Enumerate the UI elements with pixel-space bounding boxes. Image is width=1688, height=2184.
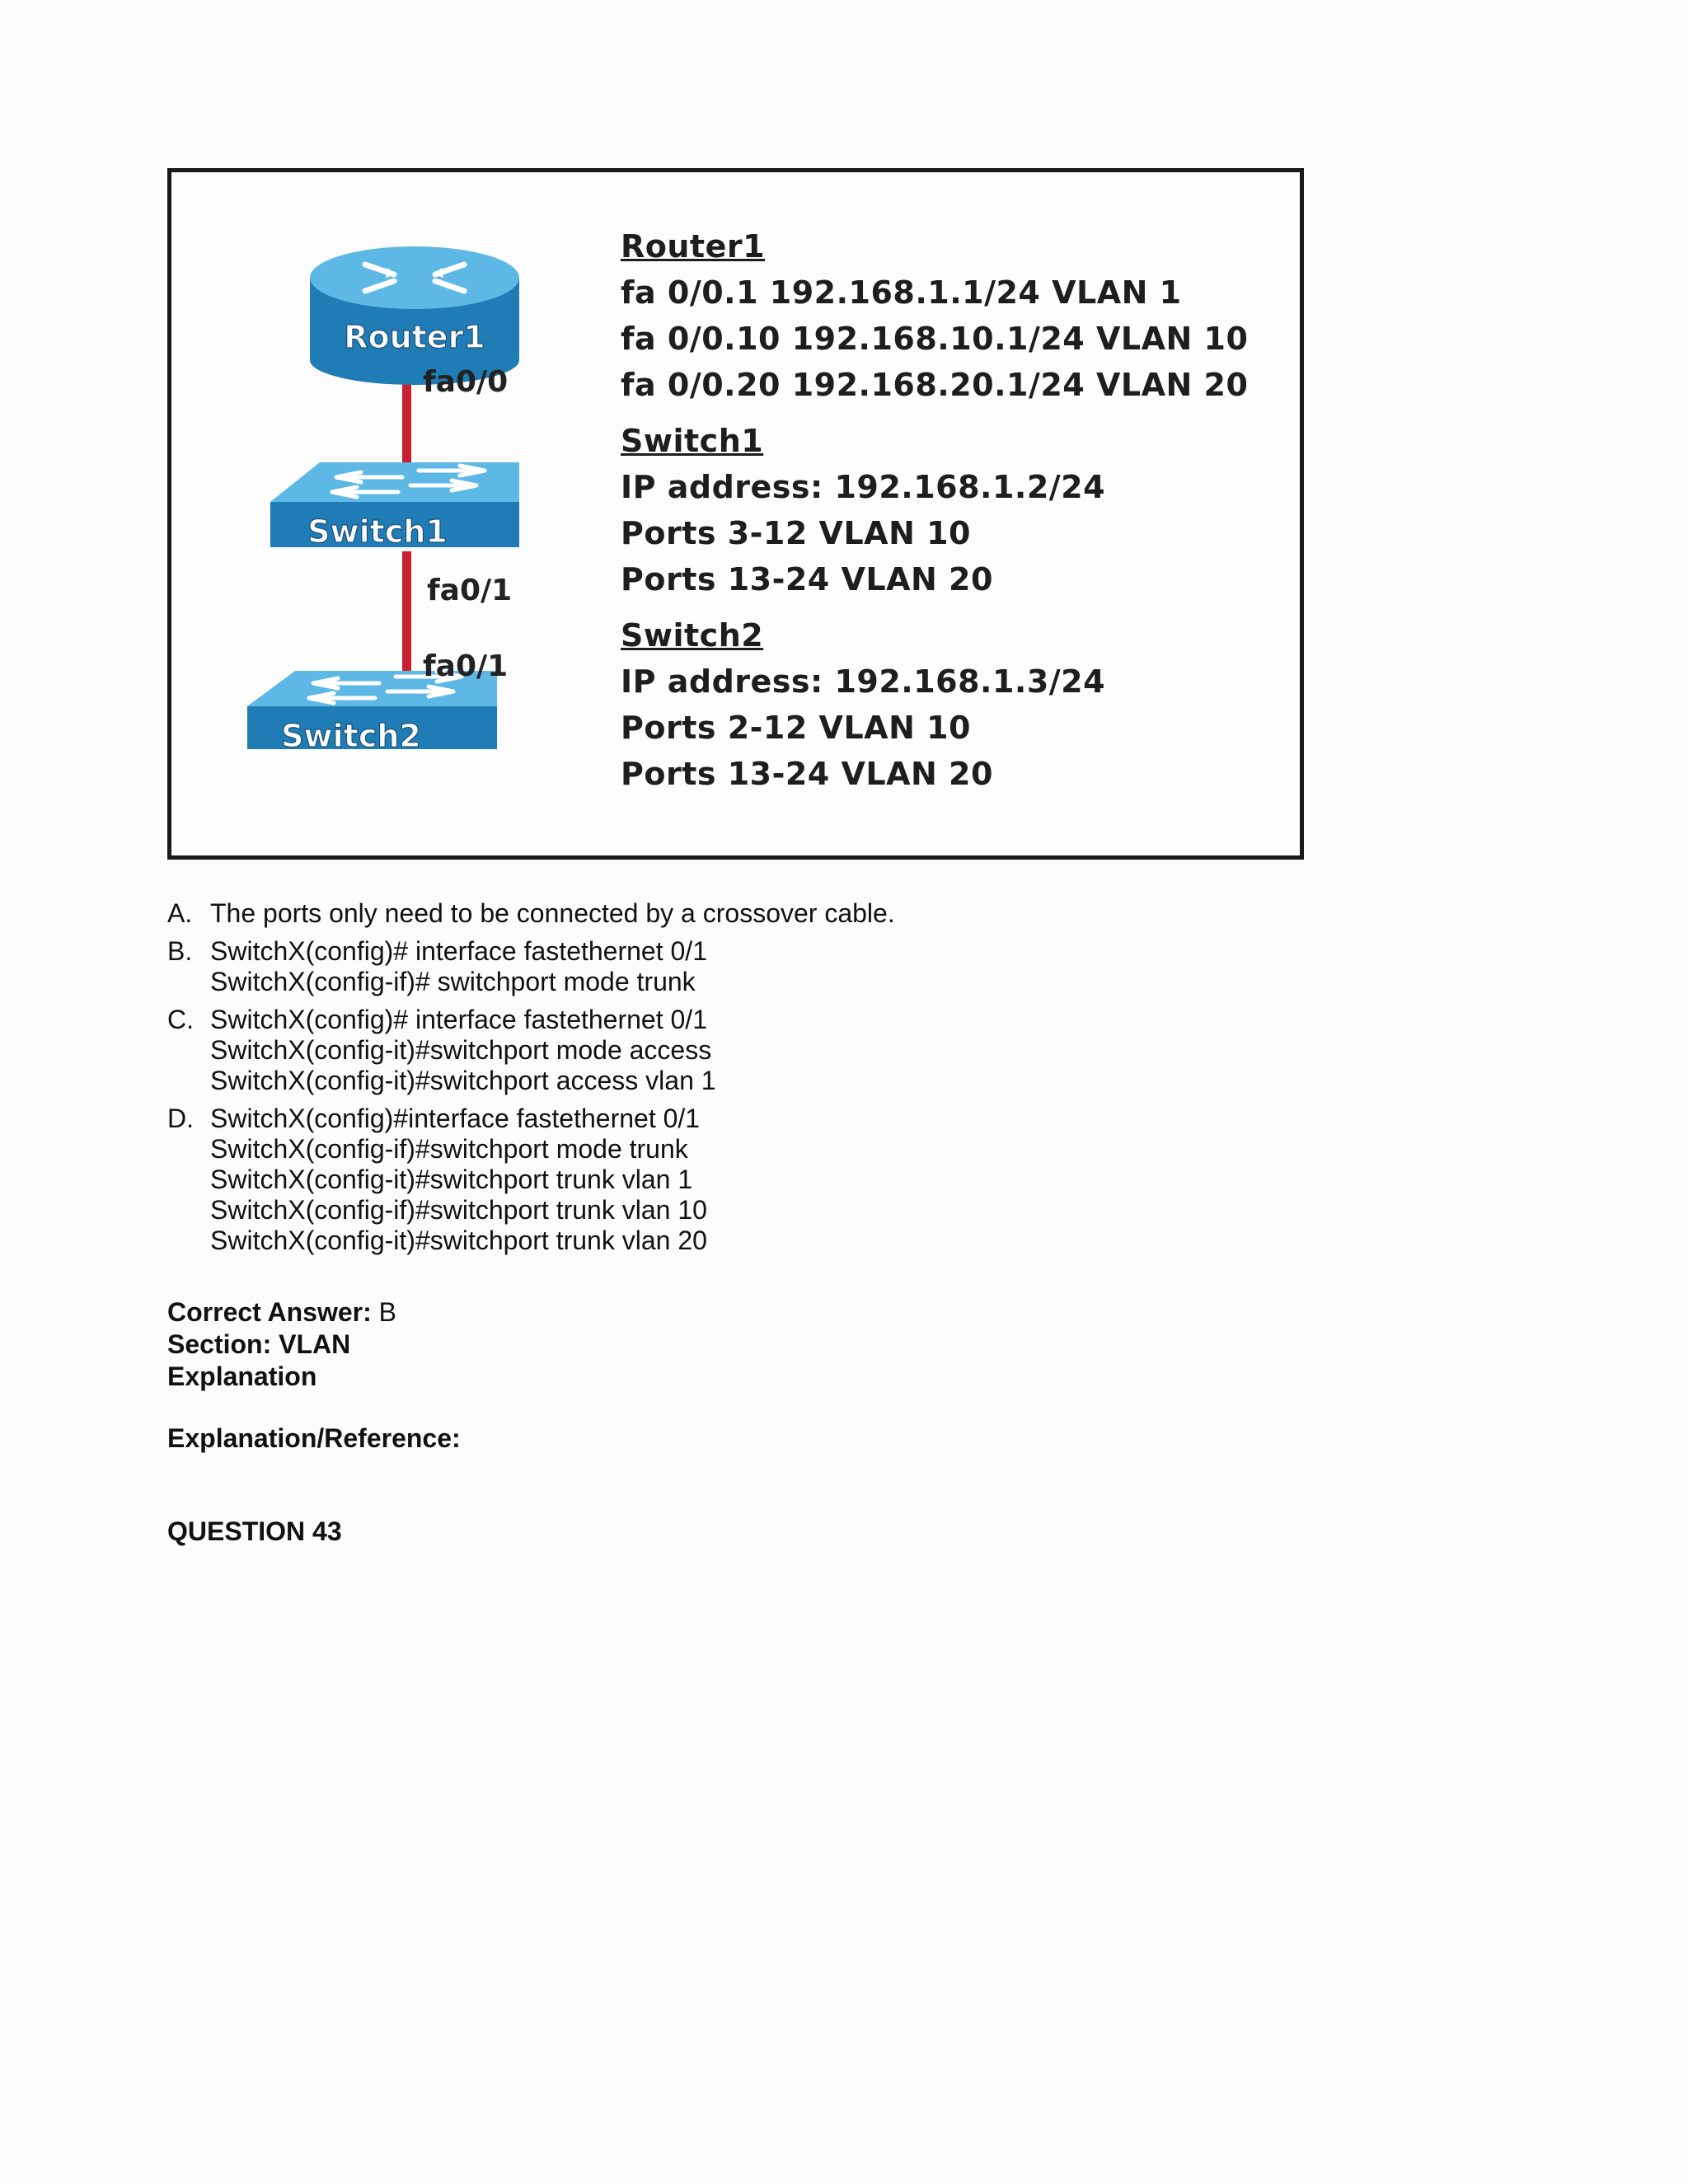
- switch2-line: Ports 13-24 VLAN 20: [621, 756, 993, 792]
- answer-option-d[interactable]: [167, 1104, 1321, 1256]
- switch2-line: Ports 2-12 VLAN 10: [621, 710, 971, 746]
- answer-letter: B.: [167, 936, 193, 966]
- answer-option-a[interactable]: [167, 898, 1321, 929]
- answer-line: The ports only need to be connected by a crossover cable.: [210, 898, 895, 928]
- answer-letter: D.: [167, 1104, 194, 1133]
- router1-line: fa 0/0.1 192.168.1.1/24 VLAN 1: [621, 274, 1182, 311]
- answer-line: SwitchX(config-it)#switchport trunk vlan 1: [210, 1165, 693, 1194]
- topology-diagram: [171, 172, 617, 856]
- answer-letter: C.: [167, 1005, 194, 1034]
- router-port-label: fa0/0: [423, 365, 509, 399]
- network-exhibit: [167, 168, 1304, 860]
- switch1-config: [621, 418, 1280, 602]
- section-label: [167, 1329, 396, 1361]
- answer-line: SwitchX(config)# interface fastethernet 0/1: [210, 1005, 707, 1034]
- router1-config: [621, 223, 1280, 408]
- correct-answer-value: B: [378, 1297, 396, 1327]
- answer-line: SwitchX(config-it)#switchport mode access: [210, 1035, 712, 1065]
- answer-option-b[interactable]: [167, 936, 1321, 997]
- switch1-line: IP address: 192.168.1.2/24: [621, 469, 1106, 505]
- switch1-port-label: fa0/1: [427, 574, 513, 607]
- router1-line: fa 0/0.20 192.168.20.1/24 VLAN 20: [621, 367, 1249, 403]
- answer-line: SwitchX(config-if)# switchport mode trunk: [210, 967, 696, 996]
- explanation-reference: Explanation/Reference:: [167, 1423, 461, 1453]
- explanation-text: Explanation: [167, 1361, 317, 1391]
- router1-line: fa 0/0.10 192.168.10.1/24 VLAN 10: [621, 321, 1249, 357]
- answer-line: SwitchX(config-it)#switchport trunk vlan 20: [210, 1226, 707, 1255]
- router-icon: [310, 246, 519, 385]
- explanation-label: [167, 1361, 396, 1393]
- answer-line: SwitchX(config-if)#switchport mode trunk: [210, 1134, 688, 1164]
- answer-line: SwitchX(config-it)#switchport access vlan 1: [210, 1066, 716, 1095]
- answer-line: SwitchX(config)#interface fastethernet 0/1: [210, 1104, 701, 1133]
- switch1-device-label: Switch1: [307, 513, 448, 550]
- switch1-line: Ports 13-24 VLAN 20: [621, 561, 993, 598]
- answer-line: SwitchX(config)# interface fastethernet 0/1: [210, 936, 707, 966]
- correct-answer: [167, 1296, 396, 1329]
- correct-answer-label: Correct Answer:: [167, 1297, 372, 1327]
- switch1-heading: Switch1: [621, 423, 764, 459]
- router-device-label: Router1: [344, 319, 485, 355]
- switch2-port-label: fa0/1: [423, 649, 509, 683]
- switch2-line: IP address: 192.168.1.3/24: [621, 663, 1106, 700]
- section-text: Section: VLAN: [167, 1329, 351, 1359]
- answer-options: [167, 898, 1321, 1263]
- router1-heading: Router1: [621, 228, 766, 265]
- switch2-device-label: Switch2: [281, 718, 421, 754]
- answer-letter: A.: [167, 898, 193, 928]
- next-question-number: QUESTION 43: [167, 1516, 342, 1546]
- switch1-line: Ports 3-12 VLAN 10: [621, 515, 971, 551]
- answer-meta: [167, 1296, 396, 1393]
- answer-option-c[interactable]: [167, 1005, 1321, 1096]
- switch2-heading: Switch2: [621, 617, 764, 654]
- switch2-config: [621, 612, 1280, 797]
- configuration-panel: [621, 223, 1280, 797]
- switch1-switch2-link-visible: [402, 551, 411, 691]
- answer-line: SwitchX(config-if)#switchport trunk vlan 10: [210, 1195, 707, 1225]
